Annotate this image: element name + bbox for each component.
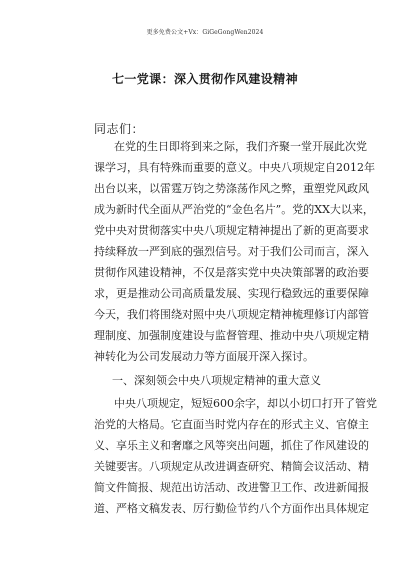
paragraph-line: 党中央对贯彻落实中央八项规定精神提出了新的更高要求 [94, 224, 369, 237]
paragraph-line: 求，更是推动公司高质量发展、实现行稳致远的重要保障 [94, 287, 369, 300]
paragraph-line: 关键要害。八项规定从改进调查研究、精简会议活动、精 [94, 460, 369, 473]
paragraph-line: 义、享乐主义和奢靡之风等突出问题，抓住了作风建设的 [94, 439, 369, 452]
paragraph-line: 课学习，具有特殊而重要的意义。中央八项规定自2012年 [94, 161, 375, 174]
paragraph-line: 在党的生日即将到来之际，我们齐聚一堂开展此次党 [114, 140, 367, 153]
section-heading: 一、深刻领会中央八项规定精神的重大意义 [112, 374, 321, 387]
paragraph-line: 简文件简报、规范出访活动、改进警卫工作、改进新闻报 [94, 481, 369, 494]
document-title: 七一党课：深入贯彻作风建设精神 [111, 72, 298, 86]
header-note: 更多免费公文+Vx：GiGeGongWen2024 [146, 29, 264, 36]
paragraph-line: 出台以来，以雷霆万钧之势涤荡作风之弊，重塑党风政风 [94, 182, 369, 195]
paragraph-line: 中央八项规定，短短600余字，却以小切口打开了管党 [114, 397, 377, 410]
salutation: 同志们： [94, 122, 145, 136]
paragraph-line: 持续释放一严到底的强烈信号。对于我们公司而言，深入 [94, 245, 369, 258]
paragraph-line: 道、严格文稿发表、厉行勤俭节约八个方面作出具体规定 [94, 502, 369, 515]
paragraph-line: 治党的大格局。它直面当时党内存在的形式主义、官僚主 [94, 418, 369, 431]
paragraph-line: 理制度、加强制度建设与监督管理、推动中央八项规定精 [94, 329, 369, 342]
paragraph-line: 贯彻作风建设精神，不仅是落实党中央决策部署的政治要 [94, 266, 369, 279]
paragraph-line: 今天，我们将围绕对照中央八项规定精神梳理修订内部管 [94, 308, 369, 321]
paragraph-line: 成为新时代全面从严治党的“金色名片”。党的XX大以来， [94, 203, 374, 216]
paragraph-line: 神转化为公司发展动力等方面展开深入探讨。 [94, 350, 314, 363]
